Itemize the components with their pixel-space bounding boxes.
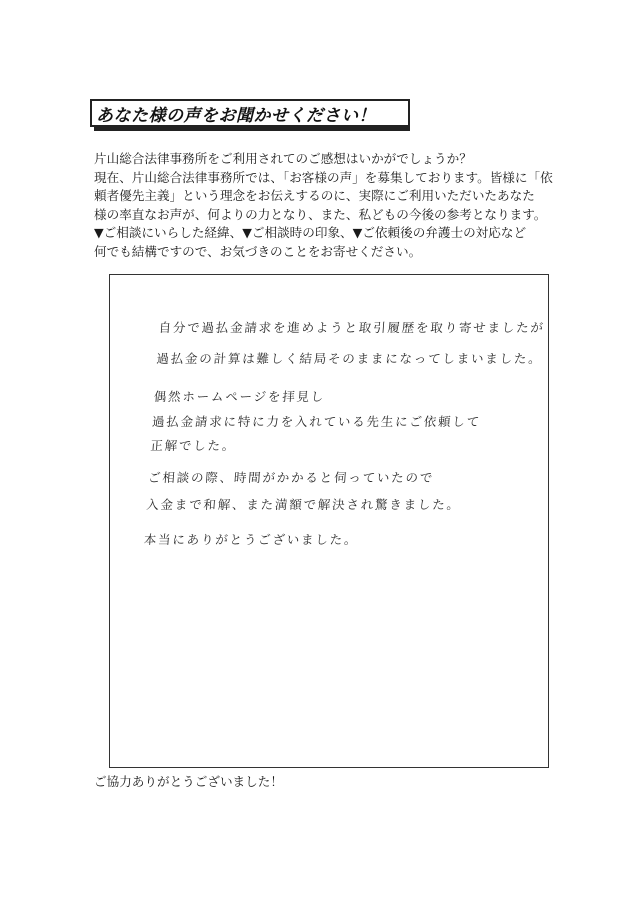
- closing-text: ご協力ありがとうございました！: [94, 774, 283, 789]
- handwritten-line: 過払金の計算は難しく結局そのままになってしまいました。: [155, 351, 544, 366]
- handwritten-line: 自分で過払金請求を進めようと取引履歴を取り寄せましたが: [158, 320, 546, 335]
- intro-line: 片山総合法律事務所をご利用されてのご感想はいかがでしょうか？: [94, 151, 472, 166]
- intro-line: 様の率直なお声が、何よりの力となり、また、私どもの今後の参考となります。: [94, 206, 547, 222]
- handwritten-line: 入金まで和解、また満額で解決され驚きました。: [145, 497, 462, 512]
- heading-box: [90, 99, 410, 127]
- intro-line: ▼ご相談にいらした経緯、▼ご相談時の印象、▼ご依頼後の弁護士の対応など: [94, 225, 527, 241]
- heading-banner: [90, 99, 406, 127]
- handwritten-line: 過払金請求に特に力を入れている先生にご依頼して: [151, 414, 482, 429]
- intro-line: 現在、片山総合法律事務所では、「お客様の声」を募集しております。皆様に「依: [94, 169, 553, 185]
- page-title: あなた様の声をお聞かせください！: [96, 105, 376, 126]
- handwritten-line: 本当にありがとうございました。: [143, 532, 359, 547]
- handwritten-line: 偶然ホームページを拝見し: [153, 389, 326, 404]
- handwritten-line: 正解でした。: [149, 438, 237, 453]
- intro-line: 何でも結構ですので、お気づきのことをお寄せください。: [94, 243, 422, 259]
- intro-text: [94, 150, 564, 262]
- intro-line: 頼者優先主義」という理念をお伝えするのに、実際にご利用いただいたあなた: [94, 188, 535, 204]
- handwritten-line: ご相談の際、時間がかかると伺っていたので: [147, 470, 435, 485]
